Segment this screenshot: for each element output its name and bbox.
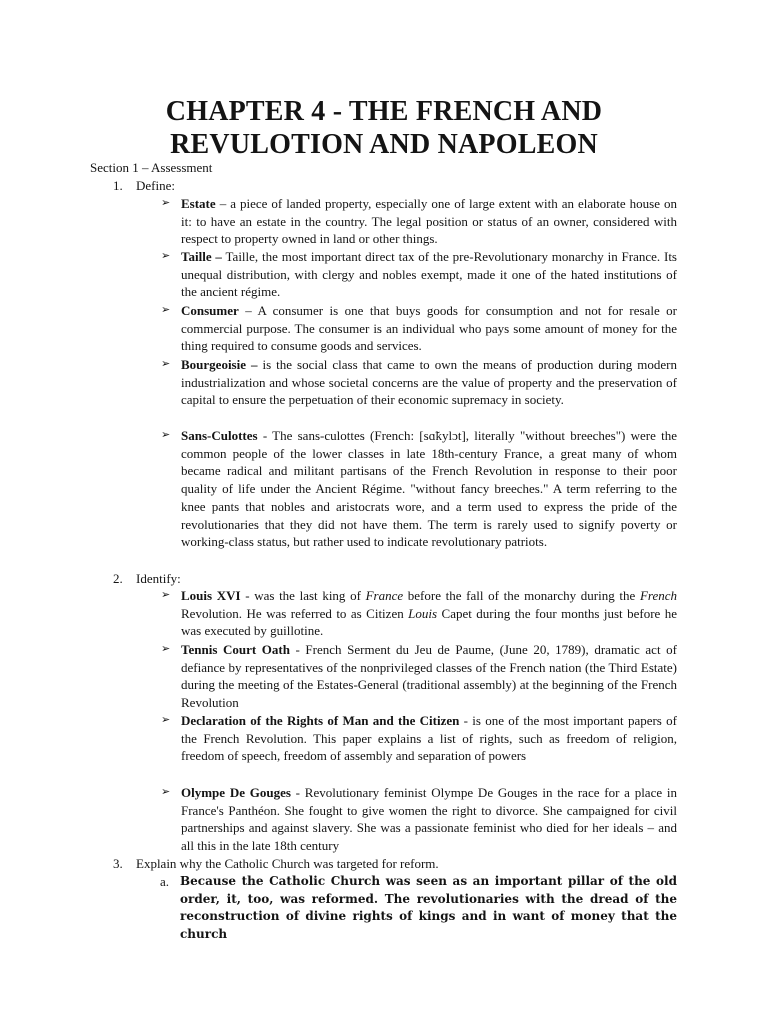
term-description: – A consumer is one that buys goods for consumption and not for resale or commercial purpose. The consumer is an individual who pays some amount of money for the thing required to consume goods and services.: [181, 303, 677, 354]
term-label: Bourgeoisie –: [181, 357, 258, 372]
term-label: Declaration of the Rights of Man and the Citizen: [181, 713, 460, 728]
italic-word: Louis: [408, 605, 438, 621]
identify-text: [181, 784, 677, 855]
chapter-title: [0, 95, 768, 161]
q1-label: Define:: [136, 178, 175, 193]
definition-text: [181, 248, 677, 301]
identify-olympe-de-gouges: [161, 784, 677, 855]
term-description: is the social class that came to own the means of production during modern industrialization and whose societal concerns are the value of property and the preservation of capital to ensure the perpetuation of their economic supremacy in society.: [181, 357, 677, 408]
identify-text: [181, 712, 677, 765]
chapter-title-line-1: CHAPTER 4 - THE FRENCH AND: [165, 96, 603, 127]
term-label: Estate: [181, 196, 216, 211]
q2-label: Identify:: [136, 571, 181, 586]
term-label: Olympe De Gouges: [181, 785, 291, 800]
definition-taille: [161, 248, 677, 301]
term-label: Taille –: [181, 249, 222, 264]
definition-text: [181, 195, 677, 248]
term-label: Tennis Court Oath: [181, 642, 290, 657]
term-description: - Revolutionary feminist Olympe De Gouges in the race for a place in France's Panthéon. She fought to give women the right to divorce. She campaigned for civil partnerships and against slavery. She was a passionate feminist who died for her ideals – and all this in the late 18th century: [181, 785, 677, 854]
arrow-bullet-icon: ➢: [161, 304, 171, 316]
identify-tennis-court-oath: [161, 641, 677, 712]
arrow-bullet-icon: ➢: [161, 429, 171, 441]
definition-bourgeoisie: [161, 356, 677, 409]
q3-answer: [160, 873, 677, 944]
definition-sans-culottes: [161, 427, 677, 551]
definition-text: [181, 356, 677, 409]
text-fragment: Revolution. He was referred to as Citizen: [181, 605, 409, 621]
q3-label: Explain why the Catholic Church was targeted for reform.: [136, 856, 439, 871]
q3-number: 3.: [113, 856, 123, 871]
identify-text: [181, 587, 677, 640]
italic-word: French: [639, 588, 677, 603]
term-description: - French Serment du Jeu de Paume, (June 20, 1789), dramatic act of defiance by representatives of the nonprivileged classes of the French nation (the Third Estate) during the meeting of the Estates-General (traditional assembly) at the beginning of the French Revolution: [181, 642, 677, 711]
definition-estate: [161, 195, 677, 248]
arrow-bullet-icon: ➢: [161, 786, 171, 798]
arrow-bullet-icon: ➢: [161, 250, 171, 262]
identify-declaration-rights: [161, 712, 677, 765]
definition-consumer: [161, 302, 677, 355]
q1-number: 1.: [113, 178, 123, 193]
term-description: - is one of the most important papers of the French Revolution. This paper explains a list of rights, such as freedom of religion, freedom of speech, freedom of assembly and separation of powers: [181, 713, 677, 764]
list-marker: a.: [160, 874, 170, 889]
arrow-bullet-icon: ➢: [161, 358, 171, 370]
term-description: Taille, the most important direct tax of the pre-Revolutionary monarchy in France. Its unequal distribution, with clergy and nobles exempt, made it one of the hated institutions of the ancient régime.: [181, 249, 677, 300]
chapter-title-line-2: REVULOTION AND NAPOLEON: [170, 129, 598, 160]
arrow-bullet-icon: ➢: [161, 197, 171, 209]
definition-text: [181, 427, 677, 551]
text-fragment: Capet during the four months just before he was executed by guillotine.: [181, 605, 678, 639]
arrow-bullet-icon: ➢: [161, 589, 171, 601]
q2-number: 2.: [113, 571, 123, 586]
identify-louis-xvi: [161, 587, 677, 640]
arrow-bullet-icon: ➢: [161, 643, 171, 655]
term-description: - The sans-culottes (French: [sɑ̃kylɔt], literally "without breeches") were the common people of the lower classes in late 18th-century France, a great many of whom became radical and militant partisans of the French Revolution in response to their poor quality of life under the Ancient Régime. "without fancy breeches." A term referring to the knee pants that nobles and aristocrats wore, and a term used to express the pride of the revolutionaries that they did not have them. The term is rarely used to signify poverty or working-class status, but rather used to indicate revolutionary patriots.: [181, 428, 677, 550]
term-label: Louis XVI: [181, 588, 241, 603]
italic-word: France: [365, 588, 404, 603]
text-fragment: before the fall of the monarchy during the: [403, 588, 640, 603]
definition-text: [181, 302, 677, 355]
answer-text: Because the Catholic Church was seen as an important pillar of the old order, it, too, was reformed. The revolutionaries with the dread of the reconstruction of divine rights of kings and in want of money that the church: [180, 874, 677, 942]
arrow-bullet-icon: ➢: [161, 714, 171, 726]
term-description: – a piece of landed property, especially one of large extent with an elaborate house on it: to have an estate in the country. The legal position or status of an owner, considered with respect to property owned in land or other things.: [181, 196, 677, 247]
term-label: Sans-Culottes: [181, 428, 258, 443]
text-fragment: - was the last king of: [240, 588, 366, 603]
section-heading: Section 1 – Assessment: [90, 160, 213, 175]
term-label: Consumer: [181, 303, 239, 318]
identify-text: [181, 641, 677, 712]
